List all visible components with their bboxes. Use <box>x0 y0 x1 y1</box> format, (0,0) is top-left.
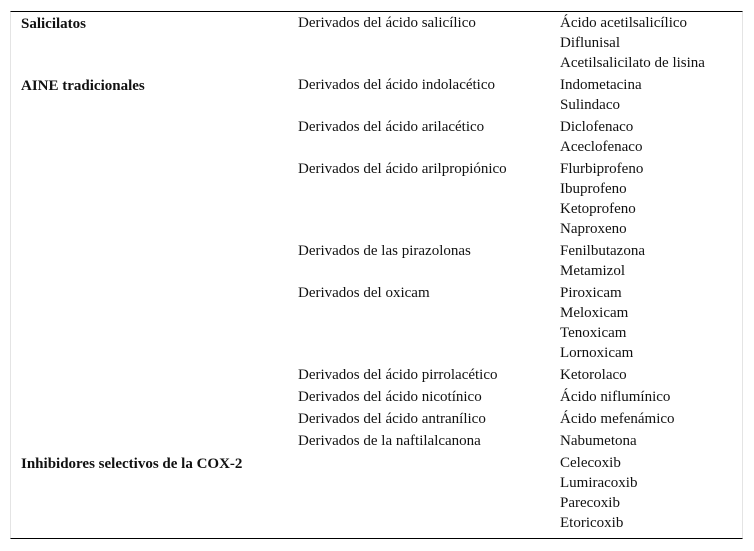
category-salicilatos: Salicilatos <box>21 16 87 32</box>
subgroup-cell: Derivados del ácido nicotínico <box>298 389 482 405</box>
category-cox2-inhibitors: Inhibidores selectivos de la COX-2 <box>21 456 243 472</box>
category-aine-tradicionales: AINE tradicionales <box>21 78 145 94</box>
drug-cell: Tenoxicam <box>560 325 627 341</box>
drug-cell: Acetilsalicilato de lisina <box>560 55 705 71</box>
subgroup-cell: Derivados del ácido pirrolacético <box>298 367 498 383</box>
drug-cell: Ácido acetilsalicílico <box>560 15 688 31</box>
drug-cell: Ácido niflumínico <box>560 389 671 405</box>
subgroup-cell: Derivados del ácido indolacético <box>298 77 496 93</box>
drug-cell: Naproxeno <box>560 221 627 237</box>
subgroup-cell: Derivados de la naftilalcanona <box>298 433 481 449</box>
drug-cell: Parecoxib <box>560 495 620 511</box>
subgroup-cell: Derivados del oxicam <box>298 285 430 301</box>
subgroup-cell: Derivados de las pirazolonas <box>298 243 471 259</box>
subgroup-cell: Derivados del ácido antranílico <box>298 411 486 427</box>
drug-cell: Piroxicam <box>560 285 622 301</box>
drug-cell: Nabumetona <box>560 433 637 449</box>
drug-cell: Fenilbutazona <box>560 243 645 259</box>
drug-cell: Lumiracoxib <box>560 475 638 491</box>
subgroup-cell: Derivados del ácido salicílico <box>298 15 476 31</box>
drug-cell: Etoricoxib <box>560 515 624 531</box>
drug-cell: Indometacina <box>560 77 642 93</box>
drug-cell: Flurbiprofeno <box>560 161 644 177</box>
drug-cell: Lornoxicam <box>560 345 634 361</box>
drug-cell: Aceclofenaco <box>560 139 643 155</box>
subgroup-cell: Derivados del ácido arilacético <box>298 119 485 135</box>
drug-cell: Ácido mefenámico <box>560 411 675 427</box>
drug-cell: Sulindaco <box>560 97 620 113</box>
drug-cell: Ketoprofeno <box>560 201 636 217</box>
drug-cell: Celecoxib <box>560 455 621 471</box>
drug-cell: Ketorolaco <box>560 367 627 383</box>
drug-cell: Ibuprofeno <box>560 181 627 197</box>
drug-cell: Diclofenaco <box>560 119 634 135</box>
drug-cell: Diflunisal <box>560 35 620 51</box>
drug-cell: Meloxicam <box>560 305 629 321</box>
drug-cell: Metamizol <box>560 263 625 279</box>
subgroup-cell: Derivados del ácido arilpropiónico <box>298 161 507 177</box>
